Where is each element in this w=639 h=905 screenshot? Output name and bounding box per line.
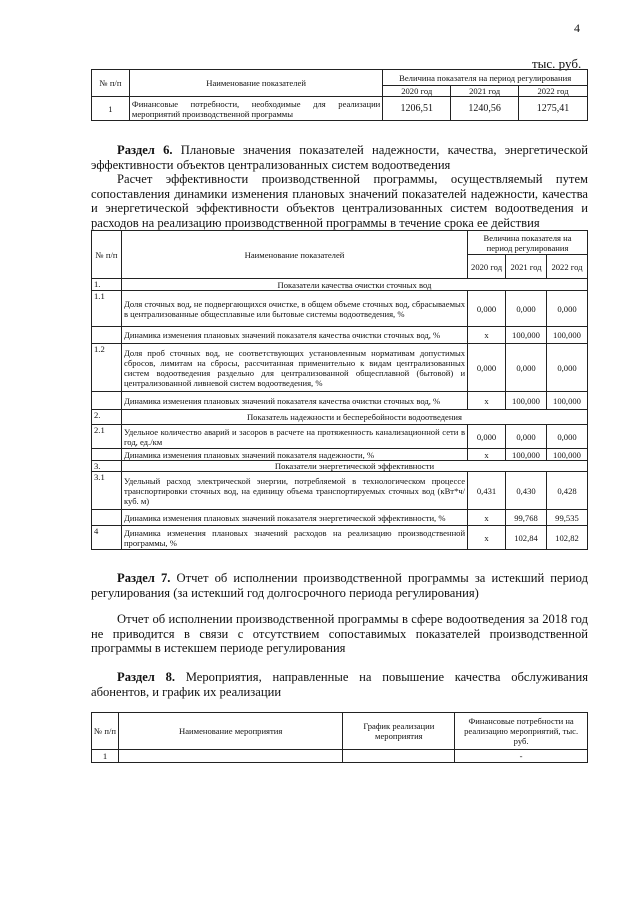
t1-row-v2021: 1240,56	[451, 97, 519, 121]
t3-header-no: № п/п	[92, 713, 119, 750]
section8-heading	[91, 670, 588, 699]
table-group-row	[92, 279, 588, 291]
t2-row-no	[92, 449, 122, 461]
t2-row-value: 0,000	[506, 291, 547, 327]
section7-heading-bold: Раздел 7.	[117, 571, 171, 585]
t2-group-name: Показатели энергетической эффективности	[121, 461, 587, 472]
t2-row-value: 99,768	[506, 510, 547, 526]
t2-row-value: 102,82	[547, 526, 588, 550]
section6-heading-text: Плановые значения показателей надежности, качества, энергетической эффективности объектов централизованных систем водоотведения	[91, 143, 588, 172]
section6-heading-bold: Раздел 6.	[117, 143, 173, 157]
t2-row-value: 0,000	[506, 344, 547, 392]
t2-row-value: 0,000	[468, 344, 506, 392]
t2-row-name: Динамика изменения плановых значений расходов на реализацию производственной программы, %	[121, 526, 467, 550]
t1-header-no: № п/п	[92, 70, 130, 97]
t1-row-name: Финансовые потребности, необходимые для реализации мероприятий производственной программы	[129, 97, 382, 121]
table-group-row	[92, 410, 588, 425]
t3-row-name	[118, 750, 342, 763]
t2-row-value: 0,428	[547, 472, 588, 510]
table-row	[92, 291, 588, 327]
page-number: 4	[574, 21, 580, 35]
t2-header-name: Наименование показателей	[121, 231, 467, 279]
t2-row-value: x	[468, 392, 506, 410]
t3-row-schedule	[343, 750, 455, 763]
t2-year-2021: 2021 год	[506, 255, 547, 279]
t2-row-value: 100,000	[506, 449, 547, 461]
t2-row-value: 100,000	[506, 327, 547, 344]
table-row	[92, 449, 588, 461]
t2-row-no: 4	[92, 526, 122, 550]
t3-header-finance: Финансовые потребности на реализацию мероприятий, тыс. руб.	[455, 713, 588, 750]
t2-row-value: 0,000	[468, 291, 506, 327]
t2-row-no: 2.1	[92, 425, 122, 449]
t2-row-value: x	[468, 327, 506, 344]
t2-row-value: 99,535	[547, 510, 588, 526]
t2-row-value: 100,000	[547, 392, 588, 410]
t2-row-name: Динамика изменения плановых значений показателя качества очистки сточных вод, %	[121, 327, 467, 344]
t2-header-group: Величина показателя на период регулирования	[468, 231, 588, 255]
t1-year-2022: 2022 год	[519, 86, 588, 97]
t2-row-value: x	[468, 449, 506, 461]
t2-year-2022: 2022 год	[547, 255, 588, 279]
table-row	[92, 344, 588, 392]
t2-group-name: Показатели качества очистки сточных вод	[121, 279, 587, 291]
table-row	[92, 97, 588, 121]
t2-row-no	[92, 327, 122, 344]
t2-group-name: Показатель надежности и бесперебойности водоотведения	[121, 410, 587, 425]
t2-row-value: x	[468, 526, 506, 550]
unit-label: тыс. руб.	[532, 56, 582, 71]
t2-row-value: 0,430	[506, 472, 547, 510]
indicators-table	[91, 230, 588, 550]
t2-row-value: 100,000	[506, 392, 547, 410]
table-group-row	[92, 461, 588, 472]
t1-year-2021: 2021 год	[451, 86, 519, 97]
t2-row-value: 0,431	[468, 472, 506, 510]
t3-header-name: Наименование мероприятия	[118, 713, 342, 750]
t2-row-no: 3.1	[92, 472, 122, 510]
measures-table	[91, 712, 588, 763]
t2-row-value: x	[468, 510, 506, 526]
t1-row-v2020: 1206,51	[383, 97, 451, 121]
t2-row-value: 0,000	[547, 425, 588, 449]
table-row	[92, 472, 588, 510]
t3-row-no: 1	[92, 750, 119, 763]
t1-year-2020: 2020 год	[383, 86, 451, 97]
t2-row-no: 1.2	[92, 344, 122, 392]
t2-row-name: Динамика изменения плановых значений показателя качества очистки сточных вод, %	[121, 392, 467, 410]
t2-header-no: № п/п	[92, 231, 122, 279]
financial-needs-table	[91, 69, 588, 121]
section7-heading	[91, 571, 588, 600]
t2-row-value: 0,000	[547, 344, 588, 392]
t2-row-value: 0,000	[547, 291, 588, 327]
t2-row-name: Доля проб сточных вод, не соответствующих установленным нормативам допустимых сбросов, лимитам на сбросы, рассчитанная применительно к видам централизованных систем водоотведения раздельно для централизованной общесплавной (бытовой) и централизованной ливневой систем водоотведения, %	[121, 344, 467, 392]
t2-row-no: 2.	[92, 410, 122, 425]
section7-heading-text: Отчет об исполнении производственной программы за истекший период регулирования (за истекший год долгосрочного периода регулирования)	[91, 571, 588, 600]
section8-heading-text: Мероприятия, направленные на повышение качества обслуживания абонентов, и график их реализации	[91, 670, 588, 699]
table-row	[92, 327, 588, 344]
t2-row-value: 0,000	[468, 425, 506, 449]
t2-row-name: Удельный расход электрической энергии, потребляемой в технологическом процессе транспортировки сточных вод, на единицу объема транспортируемых сточных вод (кВт*ч/ куб. м)	[121, 472, 467, 510]
t2-row-no: 1.1	[92, 291, 122, 327]
t1-header-group: Величина показателя на период регулирования	[383, 70, 588, 86]
t2-row-no: 3.	[92, 461, 122, 472]
t2-row-name: Доля сточных вод, не подвергающихся очистке, в общем объеме сточных вод, сбрасываемых в централизованные общесплавные или бытовые системы водоотведения, %	[121, 291, 467, 327]
section6-paragraph: Расчет эффективности производственной программы, осуществляемый путем сопоставления динамики изменения плановых значений показателей надежности, качества и энергетической эффективности объектов централизованных систем водоотведения и расходов на реализацию производственной программы в течение срока ее действия	[91, 172, 588, 230]
t2-row-name: Удельное количество аварий и засоров в расчете на протяженность канализационной сети в год, ед./км	[121, 425, 467, 449]
table-row	[92, 510, 588, 526]
t2-row-value: 100,000	[547, 327, 588, 344]
t1-row-v2022: 1275,41	[519, 97, 588, 121]
t2-row-value: 0,000	[506, 425, 547, 449]
table-row	[92, 526, 588, 550]
table-row	[92, 750, 588, 763]
table-row	[92, 392, 588, 410]
section7-paragraph: Отчет об исполнении производственной программы в сфере водоотведения за 2018 год не приводится в связи с отсутствием сопоставимых показателей производственной программы в истекшем периоде регулирования	[91, 612, 588, 655]
section8-heading-bold: Раздел 8.	[117, 670, 176, 684]
t2-row-name: Динамика изменения плановых значений показателя надежности, %	[121, 449, 467, 461]
section6-heading	[91, 143, 588, 172]
t3-header-schedule: График реализации мероприятия	[343, 713, 455, 750]
t1-row-no: 1	[92, 97, 130, 121]
t2-row-no: 1.	[92, 279, 122, 291]
t2-year-2020: 2020 год	[468, 255, 506, 279]
t2-row-value: 100,000	[547, 449, 588, 461]
table-row	[92, 425, 588, 449]
t2-row-no	[92, 510, 122, 526]
t2-row-no	[92, 392, 122, 410]
t2-row-value: 102,84	[506, 526, 547, 550]
t1-header-name: Наименование показателей	[129, 70, 382, 97]
t3-row-finance: -	[455, 750, 588, 763]
t2-row-name: Динамика изменения плановых значений показателя энергетической эффективности, %	[121, 510, 467, 526]
